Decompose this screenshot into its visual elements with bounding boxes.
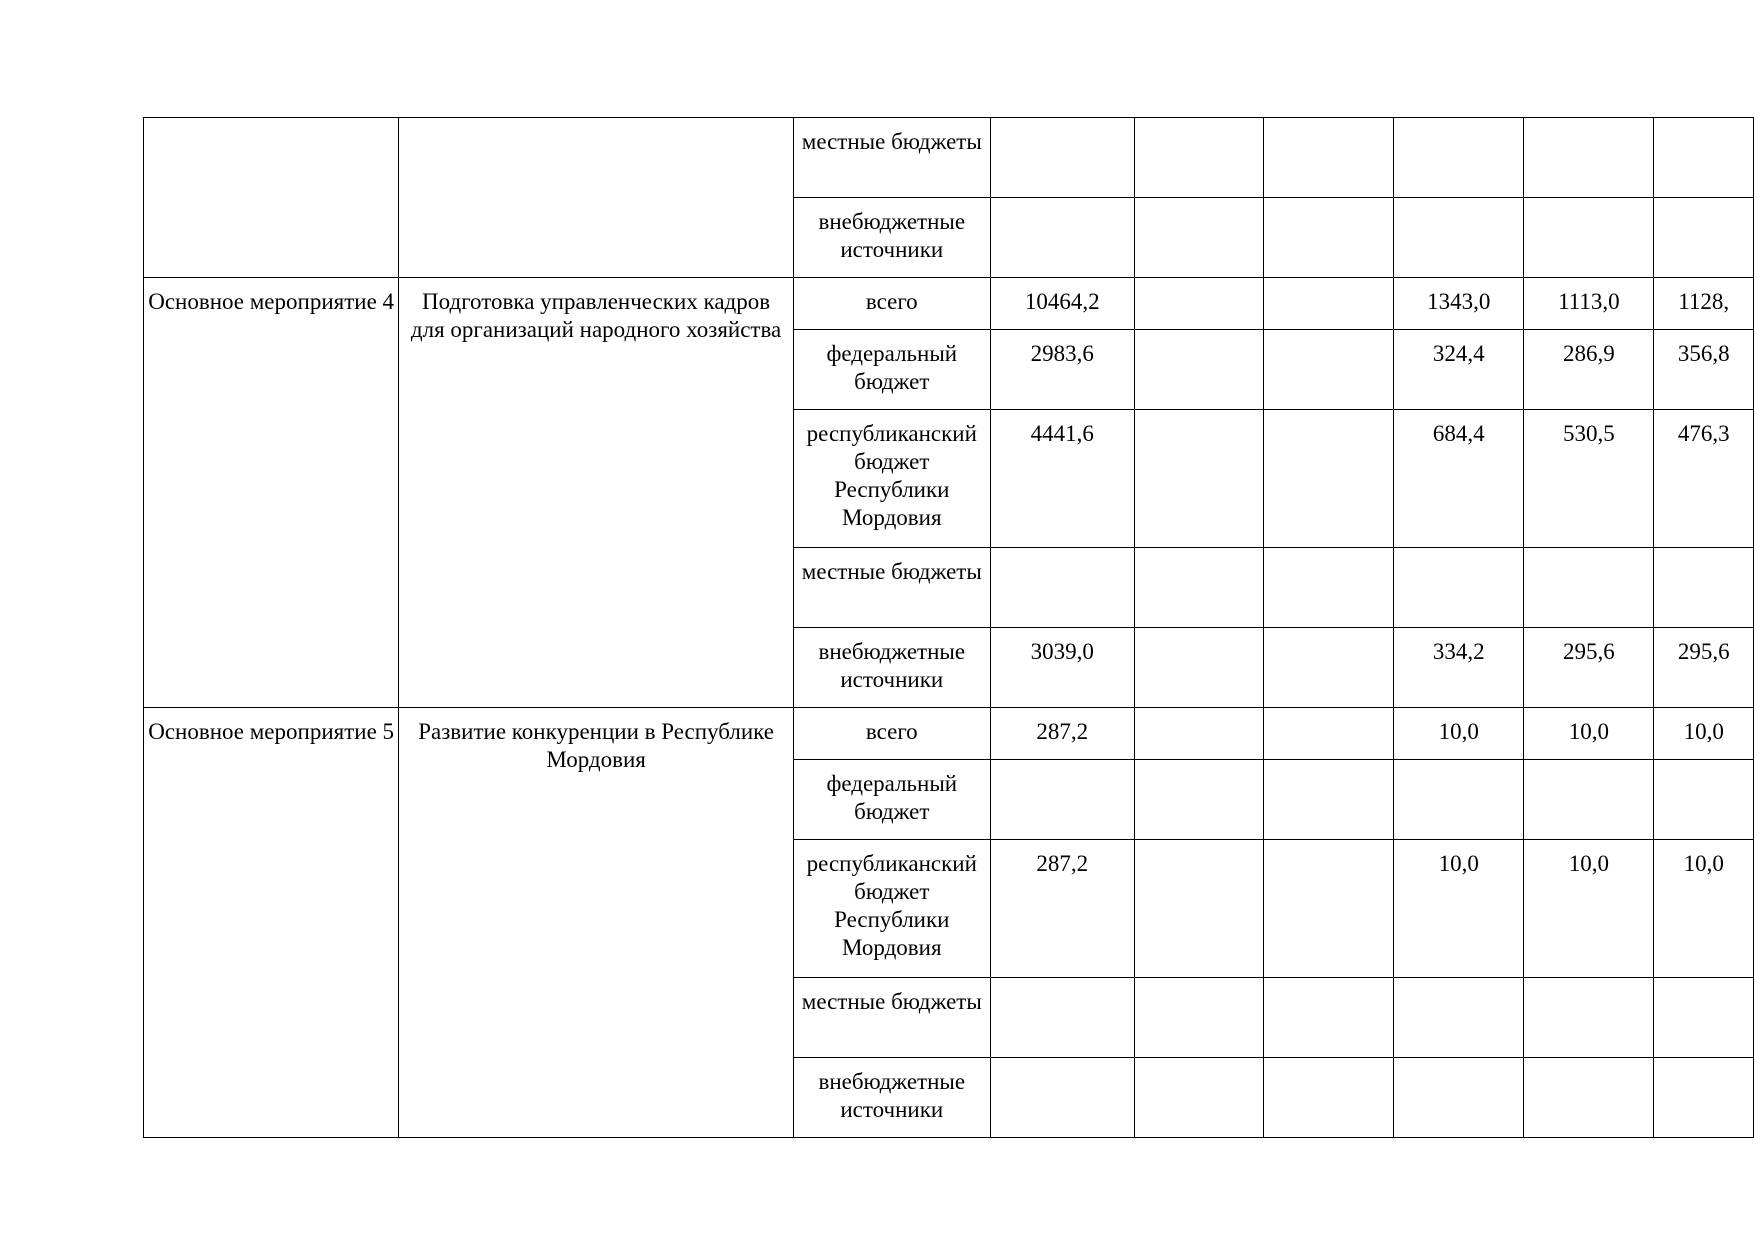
source-cell: местные бюджеты — [793, 118, 990, 198]
value-cell — [1654, 118, 1754, 198]
value-cell: 10,0 — [1394, 708, 1524, 760]
value-cell — [1134, 410, 1263, 548]
table-row — [144, 278, 1754, 330]
value-cell — [1264, 760, 1394, 840]
source-cell: местные бюджеты — [793, 548, 990, 628]
value-cell — [1394, 118, 1524, 198]
value-cell — [1264, 978, 1394, 1058]
value-cell — [990, 548, 1134, 628]
table-row — [144, 118, 1754, 198]
value-cell — [1264, 278, 1394, 330]
value-cell — [1134, 628, 1263, 708]
value-cell — [1264, 410, 1394, 548]
value-cell — [990, 760, 1134, 840]
value-cell — [1134, 118, 1263, 198]
source-cell: федеральный бюджет — [793, 330, 990, 410]
value-cell — [1394, 198, 1524, 278]
value-cell — [1654, 548, 1754, 628]
source-cell: всего — [793, 708, 990, 760]
value-cell: 295,6 — [1654, 628, 1754, 708]
event-cell-empty — [144, 118, 399, 278]
value-cell — [1394, 1058, 1524, 1138]
value-cell — [1394, 760, 1524, 840]
value-cell: 4441,6 — [990, 410, 1134, 548]
source-cell: республиканский бюджет Республики Мордовия — [793, 410, 990, 548]
source-cell: всего — [793, 278, 990, 330]
value-cell — [1524, 198, 1654, 278]
value-cell: 10,0 — [1654, 708, 1754, 760]
value-cell: 1128, — [1654, 278, 1754, 330]
value-cell: 1113,0 — [1524, 278, 1654, 330]
value-cell: 286,9 — [1524, 330, 1654, 410]
value-cell — [1524, 1058, 1654, 1138]
value-cell — [990, 978, 1134, 1058]
value-cell: 2983,6 — [990, 330, 1134, 410]
funding-table — [143, 117, 1754, 1138]
value-cell: 3039,0 — [990, 628, 1134, 708]
value-cell — [1654, 1058, 1754, 1138]
value-cell: 356,8 — [1654, 330, 1754, 410]
value-cell — [990, 198, 1134, 278]
value-cell — [1264, 118, 1394, 198]
value-cell — [1264, 330, 1394, 410]
event-title-cell: Подготовка управленческих кадров для организаций народного хозяйства — [399, 278, 794, 708]
source-cell: внебюджетные источники — [793, 628, 990, 708]
value-cell — [1264, 548, 1394, 628]
value-cell — [1264, 840, 1394, 978]
value-cell — [1654, 978, 1754, 1058]
value-cell — [990, 118, 1134, 198]
value-cell — [990, 1058, 1134, 1138]
value-cell — [1134, 978, 1263, 1058]
value-cell: 324,4 — [1394, 330, 1524, 410]
value-cell — [1264, 1058, 1394, 1138]
title-cell-empty — [399, 118, 794, 278]
value-cell — [1264, 708, 1394, 760]
value-cell: 1343,0 — [1394, 278, 1524, 330]
value-cell — [1654, 198, 1754, 278]
value-cell: 476,3 — [1654, 410, 1754, 548]
source-cell: внебюджетные источники — [793, 198, 990, 278]
value-cell — [1524, 548, 1654, 628]
value-cell — [1524, 978, 1654, 1058]
value-cell — [1524, 118, 1654, 198]
value-cell — [1654, 760, 1754, 840]
value-cell — [1264, 628, 1394, 708]
value-cell — [1134, 278, 1263, 330]
value-cell — [1134, 760, 1263, 840]
source-cell: внебюджетные источники — [793, 1058, 990, 1138]
value-cell — [1524, 760, 1654, 840]
value-cell: 10,0 — [1524, 840, 1654, 978]
source-cell: федеральный бюджет — [793, 760, 990, 840]
value-cell — [1134, 330, 1263, 410]
value-cell: 287,2 — [990, 840, 1134, 978]
source-cell: местные бюджеты — [793, 978, 990, 1058]
value-cell: 10464,2 — [990, 278, 1134, 330]
value-cell — [1134, 198, 1263, 278]
value-cell — [1264, 198, 1394, 278]
value-cell: 10,0 — [1524, 708, 1654, 760]
value-cell: 10,0 — [1394, 840, 1524, 978]
table-row — [144, 708, 1754, 760]
value-cell — [1134, 840, 1263, 978]
event-cell: Основное мероприятие 5 — [144, 708, 399, 1138]
source-cell: республиканский бюджет Республики Мордовия — [793, 840, 990, 978]
value-cell: 295,6 — [1524, 628, 1654, 708]
value-cell — [1134, 1058, 1263, 1138]
value-cell: 10,0 — [1654, 840, 1754, 978]
value-cell — [1394, 548, 1524, 628]
value-cell: 287,2 — [990, 708, 1134, 760]
event-cell: Основное мероприятие 4 — [144, 278, 399, 708]
event-title-cell: Развитие конкуренции в Республике Мордовия — [399, 708, 794, 1138]
value-cell: 530,5 — [1524, 410, 1654, 548]
value-cell — [1134, 548, 1263, 628]
value-cell: 334,2 — [1394, 628, 1524, 708]
value-cell — [1394, 978, 1524, 1058]
value-cell: 684,4 — [1394, 410, 1524, 548]
value-cell — [1134, 708, 1263, 760]
